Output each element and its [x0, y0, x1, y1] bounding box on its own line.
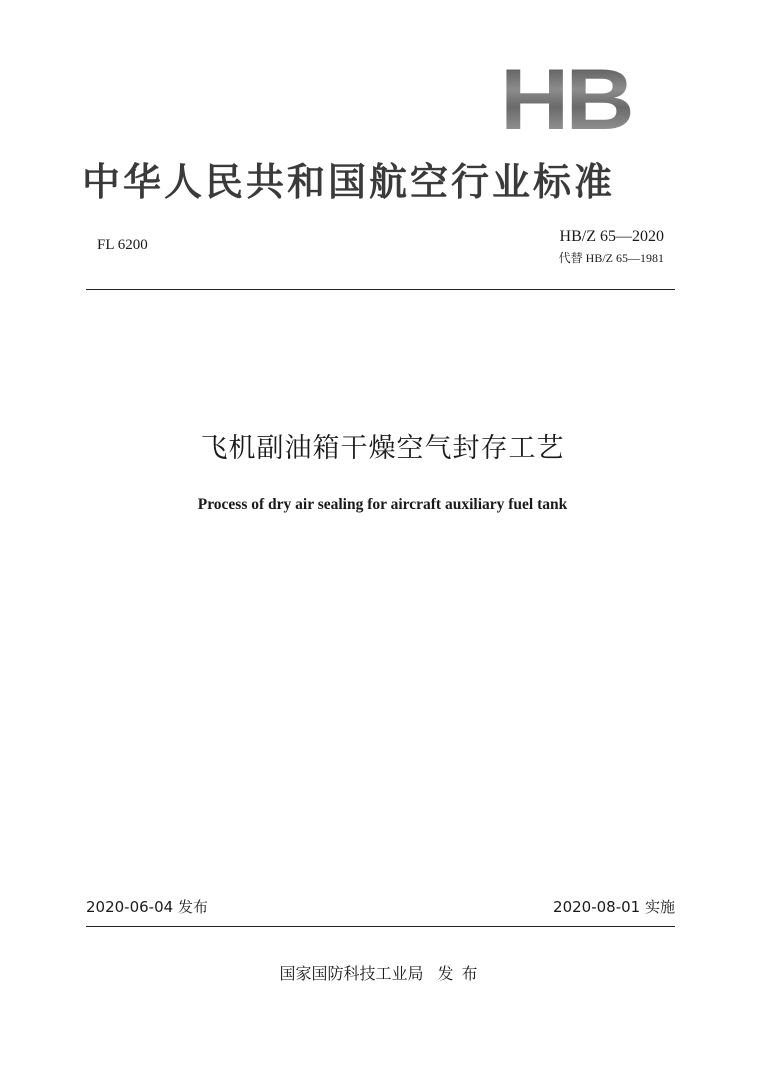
- publish-action: 发布: [437, 964, 486, 983]
- publisher-name: 国家国防科技工业局: [279, 964, 424, 983]
- implementation-date: 2020-08-01 实施: [553, 898, 675, 916]
- document-title-english: Process of dry air sealing for aircraft auxiliary fuel tank: [197, 496, 568, 513]
- replaces-standard: 代替 HB/Z 65—1981: [558, 251, 664, 265]
- standard-number: HB/Z 65—2020: [559, 228, 664, 245]
- document-title-chinese: 飞机副油箱干燥空气封存工艺: [200, 433, 565, 464]
- issue-date: 2020-06-04 发布: [86, 898, 208, 916]
- organization-title: 中华人民共和国航空行业标准: [82, 160, 616, 204]
- top-divider: [86, 289, 675, 290]
- bottom-divider: [86, 926, 675, 927]
- publisher-line: [0, 961, 765, 984]
- classification-code: FL 6200: [97, 237, 148, 253]
- hb-logo: HB: [500, 51, 631, 148]
